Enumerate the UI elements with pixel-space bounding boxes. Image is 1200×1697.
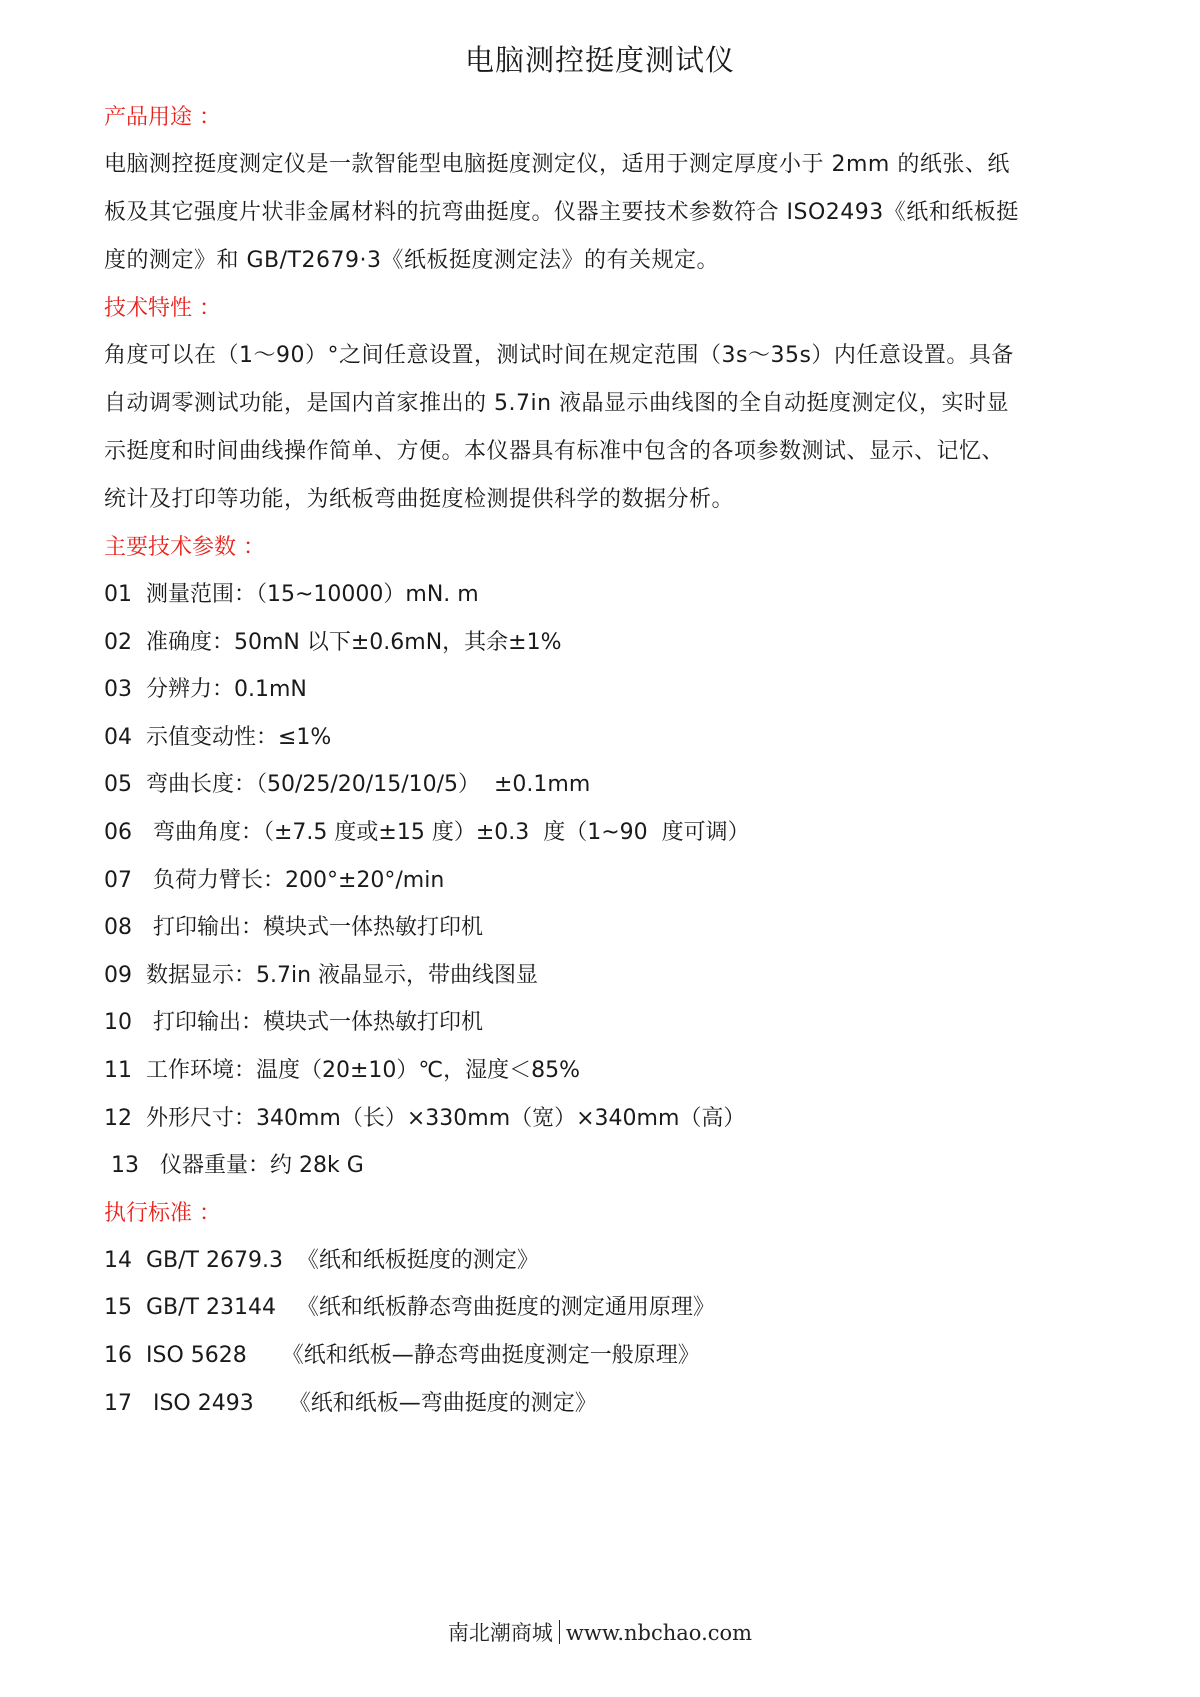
standards-list: [104, 1237, 1094, 1427]
item-text: 打印输出：模块式一体热敏打印机: [132, 915, 483, 941]
item-text: GB/T 23144 《纸和纸板静态弯曲挺度的测定通用原理》: [132, 1295, 715, 1321]
item-text: 测量范围：（15~10000）mN. m: [132, 582, 479, 607]
section-heading-features: 技术特性 ：: [104, 296, 221, 321]
item-number: 09: [104, 962, 132, 988]
item-number: 05: [104, 772, 132, 798]
item-text: ISO 5628 《纸和纸板—静态弯曲挺度测定一般原理》: [132, 1342, 700, 1368]
item-text: 数据显示：5.7in 液晶显示，带曲线图显: [132, 962, 539, 988]
item-number: 06: [104, 819, 132, 845]
param-item: [104, 999, 1094, 1047]
paragraph-line: 电脑测控挺度测定仪是一款智能型电脑挺度测定仪，适用于测定厚度小于 2mm 的纸张、纸: [104, 152, 1010, 177]
page-title: 电脑测控挺度测试仪: [464, 43, 735, 77]
item-number: 02: [104, 629, 132, 655]
item-text: 弯曲长度：（50/25/20/15/10/5） ±0.1mm: [132, 772, 591, 798]
paragraph-line: 统计及打印等功能，为纸板弯曲挺度检测提供科学的数据分析。: [104, 487, 735, 512]
footer-brand: 南北潮商城: [447, 1621, 553, 1645]
param-item: [104, 1142, 1094, 1190]
param-item: [104, 1047, 1094, 1095]
param-item: [104, 952, 1094, 1000]
standard-item: [104, 1237, 1094, 1285]
item-text: ISO 2493 《纸和纸板—弯曲挺度的测定》: [132, 1390, 597, 1416]
param-item: [104, 666, 1094, 714]
item-number: 07: [104, 867, 132, 893]
document-content: [104, 94, 1094, 1427]
param-item: [104, 809, 1094, 857]
item-number: 14: [104, 1247, 132, 1273]
section-heading-standards: 执行标准 ：: [104, 1200, 221, 1226]
footer-divider: [559, 1620, 560, 1644]
item-number: 08: [104, 915, 132, 941]
item-number: 10: [104, 1010, 132, 1036]
paragraph-line: 角度可以在（1～90）°之间任意设置，测试时间在规定范围（3s～35s）内任意设置。具备: [104, 343, 1014, 368]
paragraph-line: 度的测定》和 GB/T2679·3《纸板挺度测定法》的有关规定。: [104, 248, 719, 273]
item-number: 04: [104, 724, 132, 750]
item-text: 准确度：50mN 以下±0.6mN，其余±1%: [132, 629, 562, 655]
paragraph-line: 自动调零测试功能，是国内首家推出的 5.7in 液晶显示曲线图的全自动挺度测定仪，实时显: [104, 391, 1010, 416]
param-item: [104, 571, 1094, 619]
param-item: [104, 857, 1094, 905]
item-text: 分辨力：0.1mN: [132, 677, 307, 703]
section-heading-params: 主要技术参数 ：: [104, 535, 265, 560]
param-item: [104, 1095, 1094, 1143]
param-item: [104, 904, 1094, 952]
standard-item: [104, 1332, 1094, 1380]
item-text: 仪器重量：约 28k G: [139, 1153, 364, 1179]
item-text: GB/T 2679.3 《纸和纸板挺度的测定》: [132, 1247, 539, 1273]
param-item: [104, 761, 1094, 809]
param-item: [104, 619, 1094, 667]
item-text: 示值变动性：≤1%: [132, 724, 332, 750]
features-paragraph: [104, 332, 1094, 524]
item-number: 15: [104, 1295, 132, 1321]
item-number: 16: [104, 1342, 132, 1368]
item-number: 13: [104, 1153, 139, 1179]
item-number: 01: [104, 582, 132, 607]
paragraph-line: 板及其它强度片状非金属材料的抗弯曲挺度。仪器主要技术参数符合 ISO2493《纸和纸板挺: [104, 200, 1019, 225]
item-text: 弯曲角度：（±7.5 度或±15 度）±0.3 度（1~90 度可调）: [132, 819, 750, 845]
item-number: 03: [104, 677, 132, 703]
item-text: 工作环境：温度（20±10）℃，湿度＜85%: [132, 1057, 581, 1083]
item-number: 11: [104, 1057, 132, 1083]
params-list: [104, 571, 1094, 1190]
item-text: 负荷力臂长：200°±20°/min: [132, 867, 445, 893]
footer-url-link[interactable]: www.nbchao.com: [565, 1621, 753, 1645]
standard-item: [104, 1284, 1094, 1332]
item-text: 外形尺寸：340mm（长）×330mm（宽）×340mm（高）: [132, 1105, 746, 1131]
usage-paragraph: [104, 141, 1094, 285]
item-number: 17: [104, 1390, 132, 1416]
item-number: 12: [104, 1105, 132, 1131]
standard-item: [104, 1380, 1094, 1428]
item-text: 打印输出：模块式一体热敏打印机: [132, 1010, 483, 1036]
paragraph-line: 示挺度和时间曲线操作简单、方便。本仪器具有标准中包含的各项参数测试、显示、记忆、: [104, 439, 1005, 464]
section-heading-usage: 产品用途 ：: [104, 105, 221, 130]
page-footer: [0, 1617, 1200, 1647]
param-item: [104, 714, 1094, 762]
